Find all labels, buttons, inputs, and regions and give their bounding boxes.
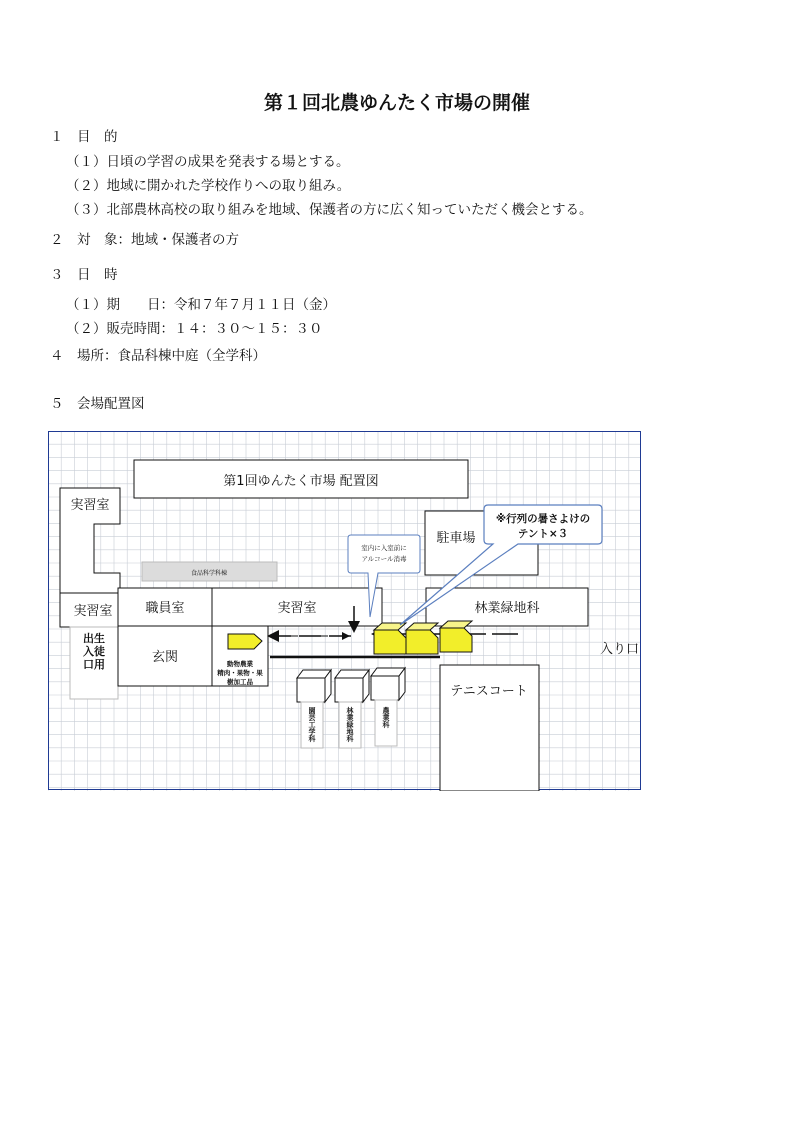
datetime-time: （２）販売時間：１４：３０〜１５：３０ bbox=[66, 321, 323, 337]
practice-room-top-label: 実習室 bbox=[70, 498, 110, 513]
staff-room-label: 職員室 bbox=[145, 601, 185, 616]
callout-alcohol-line-1: 室内に入室前に bbox=[361, 544, 407, 552]
target-line: ２ 対 象：地域・保護者の方 bbox=[50, 232, 239, 248]
layout-heading: ５ 会場配置図 bbox=[50, 396, 145, 412]
entrance-label: 入り口 bbox=[600, 642, 640, 657]
purpose-item-2: （２）地域に開かれた学校作りへの取り組み。 bbox=[66, 178, 351, 194]
tent-3 bbox=[440, 621, 472, 652]
animal-booth-tent bbox=[228, 634, 262, 649]
engineering-booth-label: 園芸工学科 bbox=[308, 707, 316, 742]
practice-room-center-label: 実習室 bbox=[277, 601, 317, 616]
purpose-item-1: （１）日頃の学習の成果を発表する場とする。 bbox=[66, 154, 350, 170]
tent-2 bbox=[406, 623, 438, 654]
animal-booth-label-1: 動物農業 bbox=[227, 660, 253, 668]
page-title: 第１回北農ゆんたく市場の開催 bbox=[263, 92, 530, 114]
place-line: ４ 場所：食品科棟中庭（全学科） bbox=[50, 348, 266, 364]
practice-room-left-label: 実習室 bbox=[73, 604, 113, 619]
datetime-date: （１）期 日：令和７年７月１１日（金） bbox=[66, 297, 336, 313]
tent-1 bbox=[374, 623, 406, 654]
purpose-heading: １ 目 的 bbox=[50, 129, 118, 145]
venue-layout-map bbox=[48, 431, 641, 791]
callout-tent-line-2: テント×３ bbox=[517, 528, 569, 540]
purpose-item-3: （３）北部農林高校の取り組みを地域、保護者の方に広く知っていただく機会とする。 bbox=[66, 202, 593, 218]
entrance-hall-label: 玄関 bbox=[151, 650, 179, 665]
animal-booth-label-2: 精肉・果物・果 bbox=[217, 669, 263, 677]
exit-label-1: 出生 bbox=[83, 632, 105, 645]
tennis-court-label: テニスコート bbox=[450, 684, 528, 699]
exit-label-2: 入徒 bbox=[83, 645, 105, 658]
forestry-dept-label: 林業緑地科 bbox=[474, 601, 540, 616]
animal-booth-label-3: 樹加工品 bbox=[227, 678, 253, 686]
food-science-label: 食品科学科棟 bbox=[190, 570, 228, 577]
map-title: 第1回ゆんたく市場 配置図 bbox=[223, 474, 379, 489]
forestry-booth-label: 林業緑地科 bbox=[346, 707, 354, 742]
exit-label-3: 口用 bbox=[83, 658, 105, 671]
callout-tent-line-1: ※行列の暑さよけの bbox=[495, 513, 591, 525]
parking-label: 駐車場 bbox=[436, 531, 476, 546]
callout-alcohol-line-2: アルコール消毒 bbox=[361, 555, 407, 563]
datetime-heading: ３ 日 時 bbox=[50, 267, 118, 283]
agriculture-booth-label: 農業科 bbox=[382, 707, 390, 728]
